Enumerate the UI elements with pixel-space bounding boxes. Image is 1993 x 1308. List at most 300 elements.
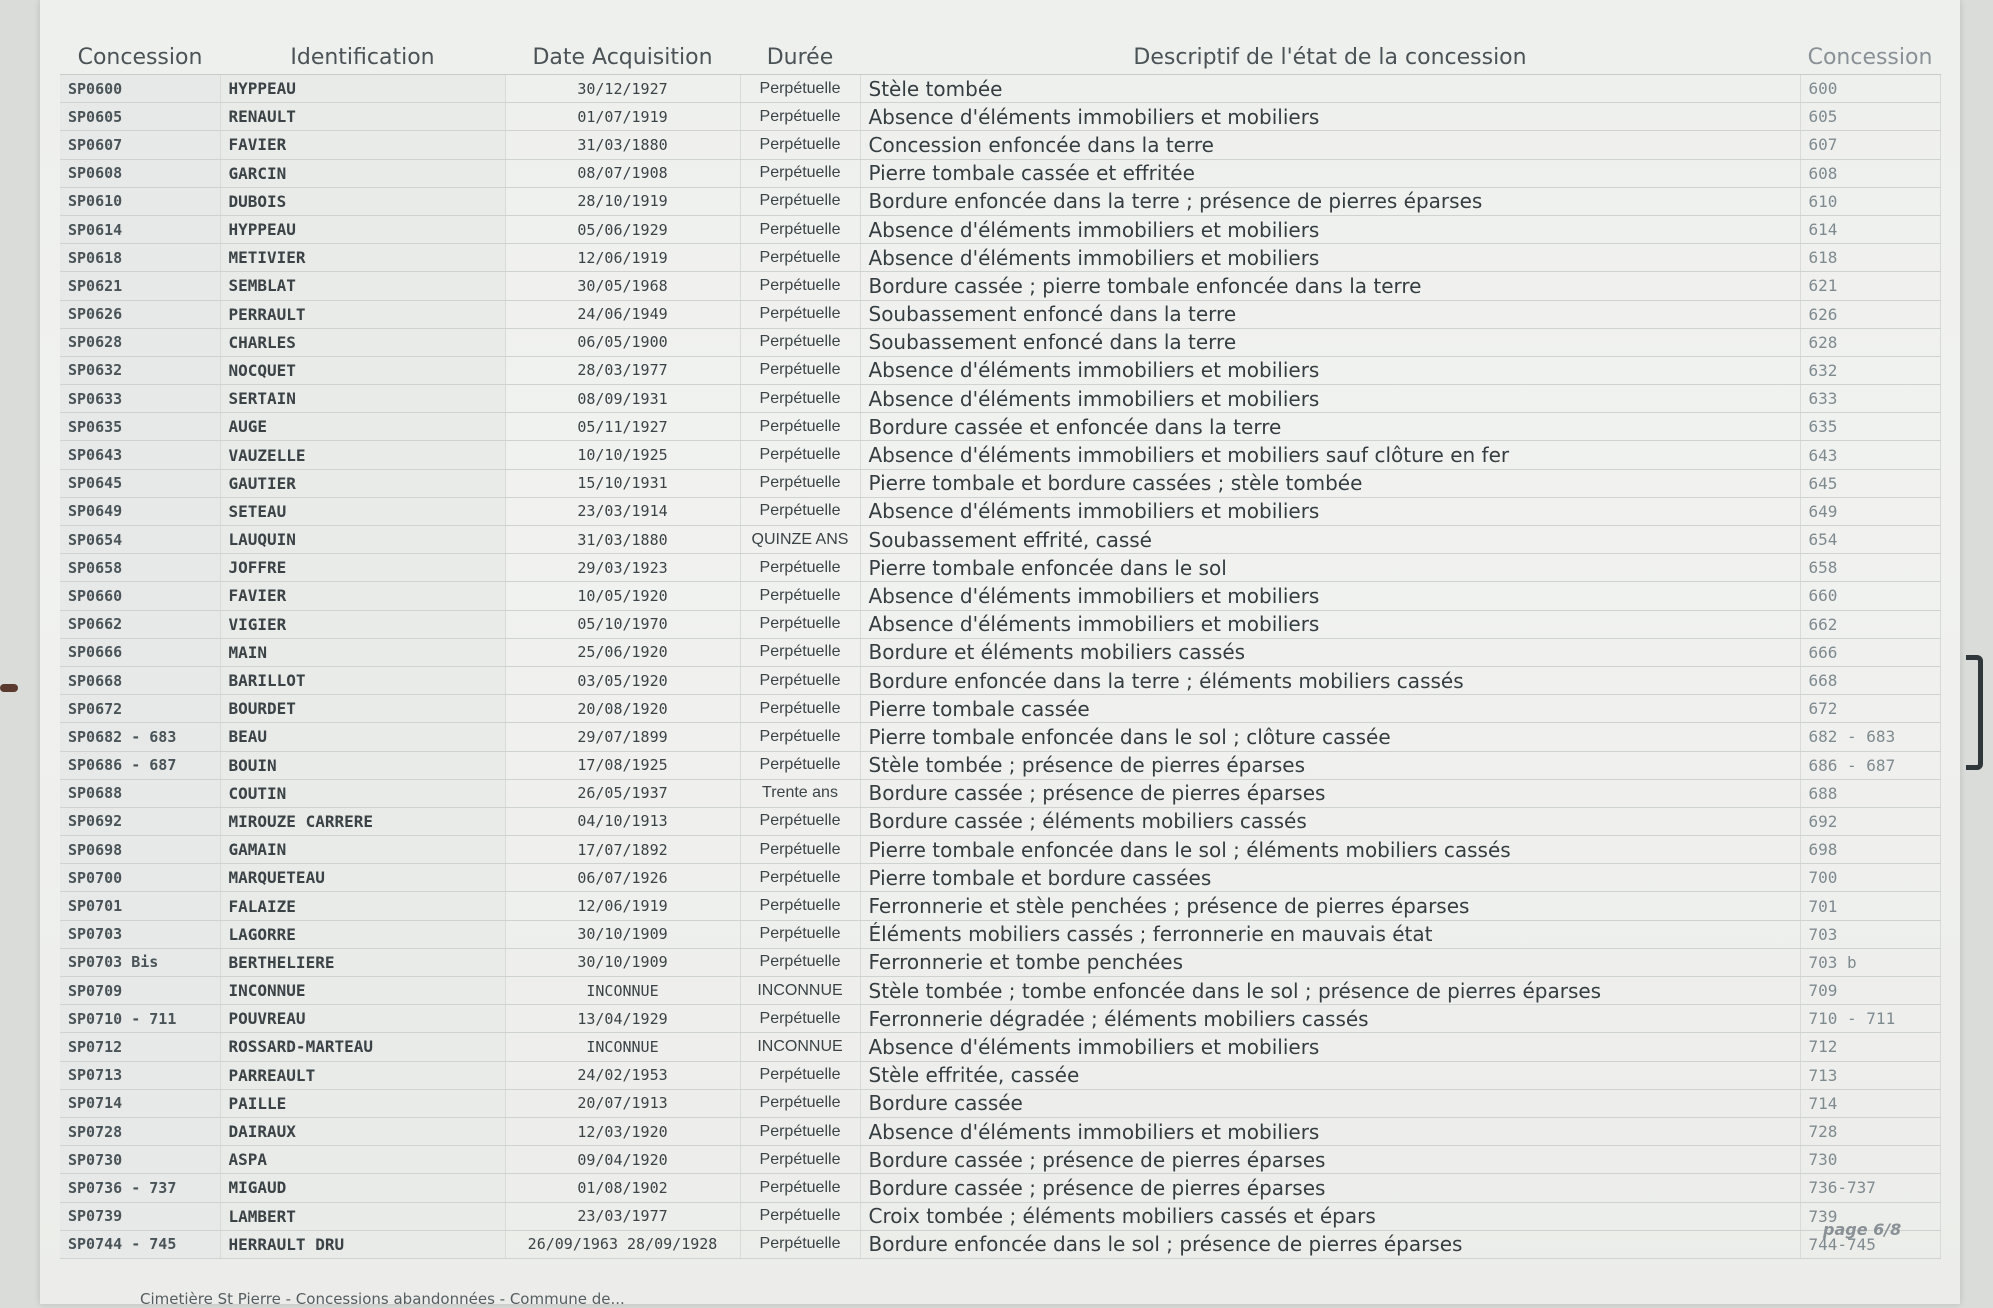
cell-concession: SP0701 [60, 892, 220, 920]
table-row [60, 892, 1940, 920]
cell-concession-ref: 614 [1800, 215, 1940, 243]
cell-identification: BEAU [220, 723, 505, 751]
table-row [60, 187, 1940, 215]
cell-duree: Perpétuelle [740, 356, 860, 384]
cell-date-acquisition: 29/03/1923 [505, 554, 740, 582]
cell-concession: SP0658 [60, 554, 220, 582]
cell-concession-ref: 712 [1800, 1033, 1940, 1061]
cell-date-acquisition: 05/06/1929 [505, 215, 740, 243]
cell-identification: PAILLE [220, 1089, 505, 1117]
cell-concession: SP0668 [60, 666, 220, 694]
table-row [60, 272, 1940, 300]
cell-duree: Perpétuelle [740, 695, 860, 723]
cell-identification: HERRAULT DRU [220, 1230, 505, 1258]
cell-identification: LAMBERT [220, 1202, 505, 1230]
cell-date-acquisition: 12/06/1919 [505, 892, 740, 920]
cell-date-acquisition: 17/08/1925 [505, 751, 740, 779]
table-row [60, 864, 1940, 892]
cell-concession-ref: 709 [1800, 977, 1940, 1005]
table-row [60, 215, 1940, 243]
table-row [60, 1061, 1940, 1089]
cell-concession-ref: 635 [1800, 413, 1940, 441]
cell-date-acquisition: 04/10/1913 [505, 807, 740, 835]
cell-duree: QUINZE ANS [740, 526, 860, 554]
cell-duree: Perpétuelle [740, 807, 860, 835]
binder-clip [1966, 655, 1983, 770]
table-row [60, 610, 1940, 638]
cell-duree: Perpétuelle [740, 469, 860, 497]
table-row [60, 723, 1940, 751]
cell-identification: HYPPEAU [220, 215, 505, 243]
cell-duree: Perpétuelle [740, 610, 860, 638]
cell-concession-ref: 610 [1800, 187, 1940, 215]
cell-descriptif: Absence d'éléments immobiliers et mobiliers [860, 582, 1800, 610]
table-row [60, 441, 1940, 469]
cell-date-acquisition: 25/06/1920 [505, 638, 740, 666]
cell-concession: SP0626 [60, 300, 220, 328]
cell-concession: SP0654 [60, 526, 220, 554]
cell-descriptif: Absence d'éléments immobiliers et mobiliers [860, 215, 1800, 243]
cell-concession-ref: 649 [1800, 497, 1940, 525]
cell-identification: FAVIER [220, 131, 505, 159]
cell-concession: SP0666 [60, 638, 220, 666]
table-row [60, 497, 1940, 525]
header-descriptif: Descriptif de l'état de la concession [860, 22, 1800, 75]
pin [0, 684, 18, 692]
cell-date-acquisition: 08/07/1908 [505, 159, 740, 187]
cell-descriptif: Pierre tombale cassée [860, 695, 1800, 723]
cell-duree: Trente ans [740, 779, 860, 807]
cell-concession-ref: 607 [1800, 131, 1940, 159]
table-row [60, 244, 1940, 272]
cell-descriptif: Bordure cassée ; éléments mobiliers cassés [860, 807, 1800, 835]
cell-descriptif: Absence d'éléments immobiliers et mobiliers sauf clôture en fer [860, 441, 1800, 469]
cell-duree: Perpétuelle [740, 920, 860, 948]
table-row [60, 469, 1940, 497]
cell-identification: LAUQUIN [220, 526, 505, 554]
table-row [60, 328, 1940, 356]
cell-date-acquisition: 13/04/1929 [505, 1005, 740, 1033]
cell-duree: Perpétuelle [740, 723, 860, 751]
table-row [60, 1089, 1940, 1117]
cell-concession-ref: 621 [1800, 272, 1940, 300]
cell-date-acquisition: 03/05/1920 [505, 666, 740, 694]
cell-identification: MARQUETEAU [220, 864, 505, 892]
cell-duree: Perpétuelle [740, 582, 860, 610]
cell-identification: FAVIER [220, 582, 505, 610]
cell-concession-ref: 713 [1800, 1061, 1940, 1089]
table-row [60, 385, 1940, 413]
cell-concession: SP0618 [60, 244, 220, 272]
cell-concession-ref: 692 [1800, 807, 1940, 835]
cell-duree: Perpétuelle [740, 75, 860, 103]
table-row [60, 1117, 1940, 1145]
table-row [60, 356, 1940, 384]
cell-identification: VAUZELLE [220, 441, 505, 469]
cell-concession-ref: 605 [1800, 103, 1940, 131]
cell-date-acquisition: 08/09/1931 [505, 385, 740, 413]
cell-concession-ref: 703 [1800, 920, 1940, 948]
cell-descriptif: Bordure cassée et enfoncée dans la terre [860, 413, 1800, 441]
cell-date-acquisition: 24/06/1949 [505, 300, 740, 328]
cell-concession-ref: 744-745 [1800, 1230, 1940, 1258]
table-row [60, 807, 1940, 835]
cell-identification: HYPPEAU [220, 75, 505, 103]
cell-date-acquisition: 24/02/1953 [505, 1061, 740, 1089]
cell-concession: SP0714 [60, 1089, 220, 1117]
cell-identification: BARILLOT [220, 666, 505, 694]
cell-concession-ref: 686 - 687 [1800, 751, 1940, 779]
cell-duree: Perpétuelle [740, 638, 860, 666]
header-concession-ref: Concession [1800, 22, 1940, 75]
cell-descriptif: Ferronnerie et stèle penchées ; présence de pierres éparses [860, 892, 1800, 920]
cell-descriptif: Pierre tombale et bordure cassées [860, 864, 1800, 892]
cell-duree: Perpétuelle [740, 1117, 860, 1145]
cell-date-acquisition: 23/03/1914 [505, 497, 740, 525]
cell-concession: SP0633 [60, 385, 220, 413]
cell-descriptif: Bordure enfoncée dans le sol ; présence de pierres éparses [860, 1230, 1800, 1258]
cell-concession: SP0744 - 745 [60, 1230, 220, 1258]
cell-date-acquisition: 10/10/1925 [505, 441, 740, 469]
cell-concession: SP0739 [60, 1202, 220, 1230]
table-row [60, 638, 1940, 666]
table-row [60, 413, 1940, 441]
cell-duree: Perpétuelle [740, 864, 860, 892]
cell-identification: DUBOIS [220, 187, 505, 215]
cell-descriptif: Pierre tombale enfoncée dans le sol ; clôture cassée [860, 723, 1800, 751]
cell-descriptif: Absence d'éléments immobiliers et mobiliers [860, 356, 1800, 384]
cell-identification: BOURDET [220, 695, 505, 723]
cell-descriptif: Soubassement enfoncé dans la terre [860, 328, 1800, 356]
table-row [60, 1174, 1940, 1202]
table-row [60, 159, 1940, 187]
cell-identification: RENAULT [220, 103, 505, 131]
cell-concession: SP0736 - 737 [60, 1174, 220, 1202]
cell-concession-ref: 632 [1800, 356, 1940, 384]
table-row [60, 1005, 1940, 1033]
cell-concession-ref: 645 [1800, 469, 1940, 497]
cell-descriptif: Bordure enfoncée dans la terre ; éléments mobiliers cassés [860, 666, 1800, 694]
cell-concession-ref: 682 - 683 [1800, 723, 1940, 751]
cell-descriptif: Absence d'éléments immobiliers et mobiliers [860, 385, 1800, 413]
cell-date-acquisition: 28/10/1919 [505, 187, 740, 215]
cell-concession-ref: 672 [1800, 695, 1940, 723]
cell-concession-ref: 730 [1800, 1146, 1940, 1174]
cell-duree: Perpétuelle [740, 385, 860, 413]
cell-duree: Perpétuelle [740, 497, 860, 525]
cell-descriptif: Bordure et éléments mobiliers cassés [860, 638, 1800, 666]
cell-descriptif: Bordure cassée ; présence de pierres éparses [860, 1174, 1800, 1202]
cell-concession: SP0608 [60, 159, 220, 187]
cell-descriptif: Concession enfoncée dans la terre [860, 131, 1800, 159]
cell-concession: SP0662 [60, 610, 220, 638]
cell-identification: POUVREAU [220, 1005, 505, 1033]
cell-duree: Perpétuelle [740, 836, 860, 864]
cell-concession-ref: 714 [1800, 1089, 1940, 1117]
cell-concession-ref: 698 [1800, 836, 1940, 864]
cell-concession-ref: 739 [1800, 1202, 1940, 1230]
cell-identification: GARCIN [220, 159, 505, 187]
cell-duree: Perpétuelle [740, 1061, 860, 1089]
document-sheet [40, 0, 1960, 1308]
table-body [60, 75, 1940, 1259]
cell-duree: Perpétuelle [740, 1146, 860, 1174]
cell-concession: SP0621 [60, 272, 220, 300]
cell-duree: Perpétuelle [740, 1230, 860, 1258]
cell-identification: FALAIZE [220, 892, 505, 920]
table-row [60, 582, 1940, 610]
cell-date-acquisition: 31/03/1880 [505, 526, 740, 554]
table-row [60, 554, 1940, 582]
table-row [60, 1230, 1940, 1258]
table-row [60, 103, 1940, 131]
cell-identification: SETEAU [220, 497, 505, 525]
cell-descriptif: Stèle tombée ; tombe enfoncée dans le sol ; présence de pierres éparses [860, 977, 1800, 1005]
cell-identification: BERTHELIERE [220, 948, 505, 976]
cell-concession-ref: 736-737 [1800, 1174, 1940, 1202]
cell-descriptif: Bordure cassée ; présence de pierres éparses [860, 779, 1800, 807]
cell-concession: SP0682 - 683 [60, 723, 220, 751]
cell-descriptif: Absence d'éléments immobiliers et mobiliers [860, 244, 1800, 272]
cell-concession-ref: 666 [1800, 638, 1940, 666]
cell-concession-ref: 668 [1800, 666, 1940, 694]
cell-descriptif: Soubassement effrité, cassé [860, 526, 1800, 554]
cell-identification: MIGAUD [220, 1174, 505, 1202]
cell-date-acquisition: 28/03/1977 [505, 356, 740, 384]
cell-date-acquisition: 06/05/1900 [505, 328, 740, 356]
cell-concession-ref: 688 [1800, 779, 1940, 807]
cell-duree: Perpétuelle [740, 554, 860, 582]
cell-descriptif: Bordure cassée ; présence de pierres éparses [860, 1146, 1800, 1174]
cell-concession-ref: 662 [1800, 610, 1940, 638]
cell-date-acquisition: 26/09/1963 28/09/1928 [505, 1230, 740, 1258]
cell-concession: SP0628 [60, 328, 220, 356]
cell-concession-ref: 710 - 711 [1800, 1005, 1940, 1033]
cell-concession-ref: 660 [1800, 582, 1940, 610]
cell-identification: CHARLES [220, 328, 505, 356]
cell-date-acquisition: 17/07/1892 [505, 836, 740, 864]
cell-concession: SP0709 [60, 977, 220, 1005]
cell-date-acquisition: 23/03/1977 [505, 1202, 740, 1230]
table-row [60, 836, 1940, 864]
cell-concession-ref: 701 [1800, 892, 1940, 920]
cell-concession: SP0614 [60, 215, 220, 243]
cell-descriptif: Absence d'éléments immobiliers et mobiliers [860, 497, 1800, 525]
cell-concession: SP0688 [60, 779, 220, 807]
cell-duree: Perpétuelle [740, 215, 860, 243]
table-row [60, 948, 1940, 976]
cell-concession-ref: 626 [1800, 300, 1940, 328]
cell-date-acquisition: 12/03/1920 [505, 1117, 740, 1145]
table-row [60, 1202, 1940, 1230]
cell-identification: VIGIER [220, 610, 505, 638]
cell-date-acquisition: 31/03/1880 [505, 131, 740, 159]
cell-concession: SP0698 [60, 836, 220, 864]
cell-concession: SP0660 [60, 582, 220, 610]
cell-concession-ref: 643 [1800, 441, 1940, 469]
cell-concession-ref: 700 [1800, 864, 1940, 892]
cell-concession: SP0692 [60, 807, 220, 835]
cell-duree: Perpétuelle [740, 666, 860, 694]
cell-descriptif: Stèle tombée [860, 75, 1800, 103]
cell-descriptif: Bordure cassée [860, 1089, 1800, 1117]
cell-descriptif: Stèle tombée ; présence de pierres éparses [860, 751, 1800, 779]
table-row [60, 1033, 1940, 1061]
cell-concession: SP0645 [60, 469, 220, 497]
cell-concession: SP0713 [60, 1061, 220, 1089]
cell-date-acquisition: 30/12/1927 [505, 75, 740, 103]
cell-duree: Perpétuelle [740, 1089, 860, 1117]
cell-concession: SP0632 [60, 356, 220, 384]
cell-descriptif: Pierre tombale enfoncée dans le sol ; éléments mobiliers cassés [860, 836, 1800, 864]
cell-identification: GAMAIN [220, 836, 505, 864]
cell-concession-ref: 703 b [1800, 948, 1940, 976]
table-row [60, 977, 1940, 1005]
cell-concession: SP0686 - 687 [60, 751, 220, 779]
cell-date-acquisition: INCONNUE [505, 977, 740, 1005]
cell-duree: Perpétuelle [740, 300, 860, 328]
table-row [60, 751, 1940, 779]
cell-descriptif: Soubassement enfoncé dans la terre [860, 300, 1800, 328]
header-identification: Identification [220, 22, 505, 75]
cell-date-acquisition: 20/08/1920 [505, 695, 740, 723]
cell-concession: SP0649 [60, 497, 220, 525]
header-concession: Concession [60, 22, 220, 75]
cell-date-acquisition: 20/07/1913 [505, 1089, 740, 1117]
table-row [60, 1146, 1940, 1174]
cell-identification: PARREAULT [220, 1061, 505, 1089]
cell-identification: LAGORRE [220, 920, 505, 948]
cell-descriptif: Bordure enfoncée dans la terre ; présence de pierres éparses [860, 187, 1800, 215]
cell-descriptif: Bordure cassée ; pierre tombale enfoncée dans la terre [860, 272, 1800, 300]
cell-duree: Perpétuelle [740, 187, 860, 215]
cell-concession-ref: 633 [1800, 385, 1940, 413]
cell-date-acquisition: 09/04/1920 [505, 1146, 740, 1174]
cell-identification: GAUTIER [220, 469, 505, 497]
cell-duree: Perpétuelle [740, 159, 860, 187]
cell-descriptif: Pierre tombale cassée et effritée [860, 159, 1800, 187]
cell-concession: SP0703 [60, 920, 220, 948]
cell-date-acquisition: 05/10/1970 [505, 610, 740, 638]
cell-duree: Perpétuelle [740, 131, 860, 159]
cell-concession: SP0672 [60, 695, 220, 723]
cell-duree: INCONNUE [740, 977, 860, 1005]
cell-date-acquisition: 01/08/1902 [505, 1174, 740, 1202]
cell-duree: Perpétuelle [740, 1174, 860, 1202]
cell-duree: Perpétuelle [740, 948, 860, 976]
cell-concession-ref: 658 [1800, 554, 1940, 582]
cell-duree: Perpétuelle [740, 244, 860, 272]
cell-date-acquisition: 15/10/1931 [505, 469, 740, 497]
cell-date-acquisition: 29/07/1899 [505, 723, 740, 751]
cell-descriptif: Ferronnerie dégradée ; éléments mobiliers cassés [860, 1005, 1800, 1033]
cell-concession: SP0610 [60, 187, 220, 215]
cell-concession: SP0607 [60, 131, 220, 159]
cell-date-acquisition: 30/10/1909 [505, 948, 740, 976]
cell-concession: SP0600 [60, 75, 220, 103]
cell-descriptif: Pierre tombale et bordure cassées ; stèle tombée [860, 469, 1800, 497]
cell-date-acquisition: 10/05/1920 [505, 582, 740, 610]
table-row [60, 779, 1940, 807]
cell-identification: BOUIN [220, 751, 505, 779]
cell-concession: SP0712 [60, 1033, 220, 1061]
cell-concession: SP0710 - 711 [60, 1005, 220, 1033]
cell-descriptif: Absence d'éléments immobiliers et mobiliers [860, 610, 1800, 638]
cell-identification: INCONNUE [220, 977, 505, 1005]
cell-concession-ref: 600 [1800, 75, 1940, 103]
cell-identification: AUGE [220, 413, 505, 441]
cell-date-acquisition: 26/05/1937 [505, 779, 740, 807]
cell-descriptif: Absence d'éléments immobiliers et mobiliers [860, 1117, 1800, 1145]
table-row [60, 75, 1940, 103]
cell-descriptif: Éléments mobiliers cassés ; ferronnerie en mauvais état [860, 920, 1800, 948]
cell-identification: SEMBLAT [220, 272, 505, 300]
cell-date-acquisition: 30/10/1909 [505, 920, 740, 948]
cell-concession: SP0703 Bis [60, 948, 220, 976]
cell-concession: SP0730 [60, 1146, 220, 1174]
table-row [60, 131, 1940, 159]
table-header [60, 22, 1940, 75]
cell-descriptif: Absence d'éléments immobiliers et mobiliers [860, 103, 1800, 131]
cell-duree: Perpétuelle [740, 1005, 860, 1033]
cell-concession: SP0605 [60, 103, 220, 131]
table-row [60, 920, 1940, 948]
cell-descriptif: Absence d'éléments immobiliers et mobiliers [860, 1033, 1800, 1061]
cell-identification: METIVIER [220, 244, 505, 272]
cell-identification: MAIN [220, 638, 505, 666]
cell-duree: Perpétuelle [740, 441, 860, 469]
cell-identification: JOFFRE [220, 554, 505, 582]
cell-descriptif: Croix tombée ; éléments mobiliers cassés et épars [860, 1202, 1800, 1230]
cell-date-acquisition: 05/11/1927 [505, 413, 740, 441]
cell-duree: Perpétuelle [740, 751, 860, 779]
cell-descriptif: Stèle effritée, cassée [860, 1061, 1800, 1089]
table-row [60, 666, 1940, 694]
cell-identification: MIROUZE CARRERE [220, 807, 505, 835]
table-row [60, 695, 1940, 723]
cell-duree: Perpétuelle [740, 892, 860, 920]
cell-concession: SP0635 [60, 413, 220, 441]
header-duree: Durée [740, 22, 860, 75]
footer-text: Cimetière St Pierre - Concessions abandonnées - Commune de... [140, 1290, 625, 1308]
cell-date-acquisition: 06/07/1926 [505, 864, 740, 892]
cell-duree: Perpétuelle [740, 413, 860, 441]
header-date-acquisition: Date Acquisition [505, 22, 740, 75]
cell-date-acquisition: INCONNUE [505, 1033, 740, 1061]
cell-identification: NOCQUET [220, 356, 505, 384]
cell-duree: INCONNUE [740, 1033, 860, 1061]
cell-date-acquisition: 12/06/1919 [505, 244, 740, 272]
table-row [60, 300, 1940, 328]
cell-concession: SP0728 [60, 1117, 220, 1145]
cell-identification: PERRAULT [220, 300, 505, 328]
cell-date-acquisition: 30/05/1968 [505, 272, 740, 300]
cell-identification: ASPA [220, 1146, 505, 1174]
cell-duree: Perpétuelle [740, 328, 860, 356]
cell-descriptif: Ferronnerie et tombe penchées [860, 948, 1800, 976]
cell-concession-ref: 728 [1800, 1117, 1940, 1145]
cell-duree: Perpétuelle [740, 1202, 860, 1230]
cell-identification: ROSSARD-MARTEAU [220, 1033, 505, 1061]
table-row [60, 526, 1940, 554]
cell-concession-ref: 618 [1800, 244, 1940, 272]
cell-duree: Perpétuelle [740, 103, 860, 131]
cell-identification: COUTIN [220, 779, 505, 807]
cell-identification: SERTAIN [220, 385, 505, 413]
cell-concession-ref: 628 [1800, 328, 1940, 356]
cell-date-acquisition: 01/07/1919 [505, 103, 740, 131]
cell-duree: Perpétuelle [740, 272, 860, 300]
